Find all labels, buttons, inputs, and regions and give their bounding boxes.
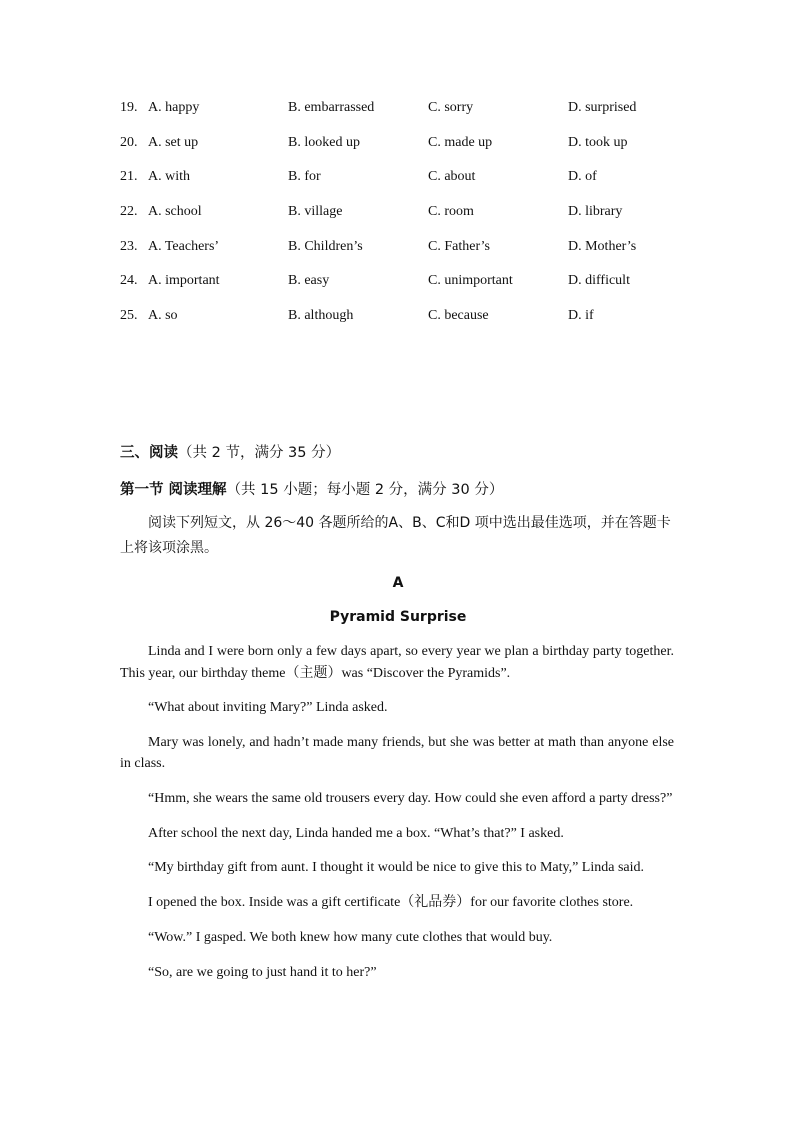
option-d: D. of: [568, 169, 597, 185]
part-heading-bold: 第一节 阅读理解: [120, 482, 227, 498]
question-number: 19.: [120, 100, 138, 115]
option-a: A. important: [148, 273, 220, 289]
question-number: 25.: [120, 308, 138, 324]
option-d: D. difficult: [568, 273, 630, 289]
question-row-24: [120, 270, 680, 305]
paragraph: Mary was lonely, and hadn’t made many friends, but she was better at math than anyone else in class.: [120, 734, 674, 772]
instructions-text: 阅读下列短文，从 26～40 各题所给的A、B、C和D 项中选出最佳选项，并在答题卡上将该项涂黑。: [120, 515, 671, 556]
option-c: C. room: [428, 204, 474, 220]
question-number: 22.: [120, 204, 138, 220]
answer-options-table: [120, 97, 680, 340]
question-row-22: [120, 201, 680, 236]
paragraph: After school the next day, Linda handed me a box. “What’s that?” I asked.: [148, 825, 564, 841]
paragraph: I opened the box. Inside was a gift certificate（礼品券）for our favorite clothes store.: [148, 895, 634, 911]
option-d: D. library: [568, 204, 623, 220]
passage-letter: A: [392, 575, 404, 591]
question-row-25: [120, 305, 680, 340]
section-heading-rest: （共 2 节，满分 35 分）: [178, 445, 341, 461]
option-d: D. Mother’s: [568, 238, 637, 254]
option-a: A. with: [148, 169, 190, 185]
option-a: A. so: [148, 308, 178, 324]
option-b: B. embarrassed: [288, 100, 375, 115]
paragraph: “My birthday gift from aunt. I thought it would be nice to give this to Maty,” Linda said.: [148, 860, 645, 876]
question-row-23: [120, 236, 680, 271]
passage-body: [120, 641, 674, 996]
option-b: B. looked up: [288, 134, 360, 150]
question-row-20: [120, 132, 680, 167]
question-number: 20.: [120, 134, 138, 150]
question-row-21: [120, 166, 680, 201]
option-b: B. village: [288, 204, 343, 220]
paragraph: “What about inviting Mary?” Linda asked.: [148, 700, 388, 716]
option-a: A. school: [148, 204, 202, 220]
paragraph: “Hmm, she wears the same old trousers every day. How could she even afford a party dress?”: [148, 791, 673, 807]
part-heading-rest: （共 15 小题；每小题 2 分，满分 30 分）: [226, 482, 504, 498]
option-d: D. if: [568, 308, 594, 324]
paragraph: “So, are we going to just hand it to her?”: [148, 964, 377, 980]
option-a: A. Teachers’: [148, 238, 220, 254]
question-number: 23.: [120, 238, 138, 254]
option-b: B. for: [288, 169, 321, 185]
passage-title: Pyramid Surprise: [329, 609, 467, 625]
option-c: C. sorry: [428, 100, 474, 115]
option-b: B. Children’s: [288, 238, 363, 254]
question-number: 24.: [120, 273, 138, 289]
paragraph: Linda and I were born only a few days apart, so every year we plan a birthday party together. This year, our birthday theme（主题）was “Discover the Pyramids”.: [120, 644, 674, 681]
option-d: D. took up: [568, 134, 628, 150]
section-heading-reading: [120, 441, 340, 462]
question-row-19: [120, 97, 680, 132]
paragraph: “Wow.” I gasped. We both knew how many cute clothes that would buy.: [148, 929, 553, 945]
section-heading-bold: 三、阅读: [120, 445, 178, 461]
option-a: A. happy: [148, 100, 200, 115]
question-number: 21.: [120, 169, 138, 185]
option-c: C. Father’s: [428, 238, 490, 254]
option-c: C. because: [428, 308, 489, 324]
part-heading-comprehension: [120, 478, 503, 499]
option-d: D. surprised: [568, 100, 637, 115]
option-c: C. unimportant: [428, 273, 513, 289]
option-b: B. easy: [288, 273, 330, 289]
option-b: B. although: [288, 308, 354, 324]
option-c: C. about: [428, 169, 476, 185]
option-c: C. made up: [428, 134, 493, 150]
option-a: A. set up: [148, 134, 199, 150]
